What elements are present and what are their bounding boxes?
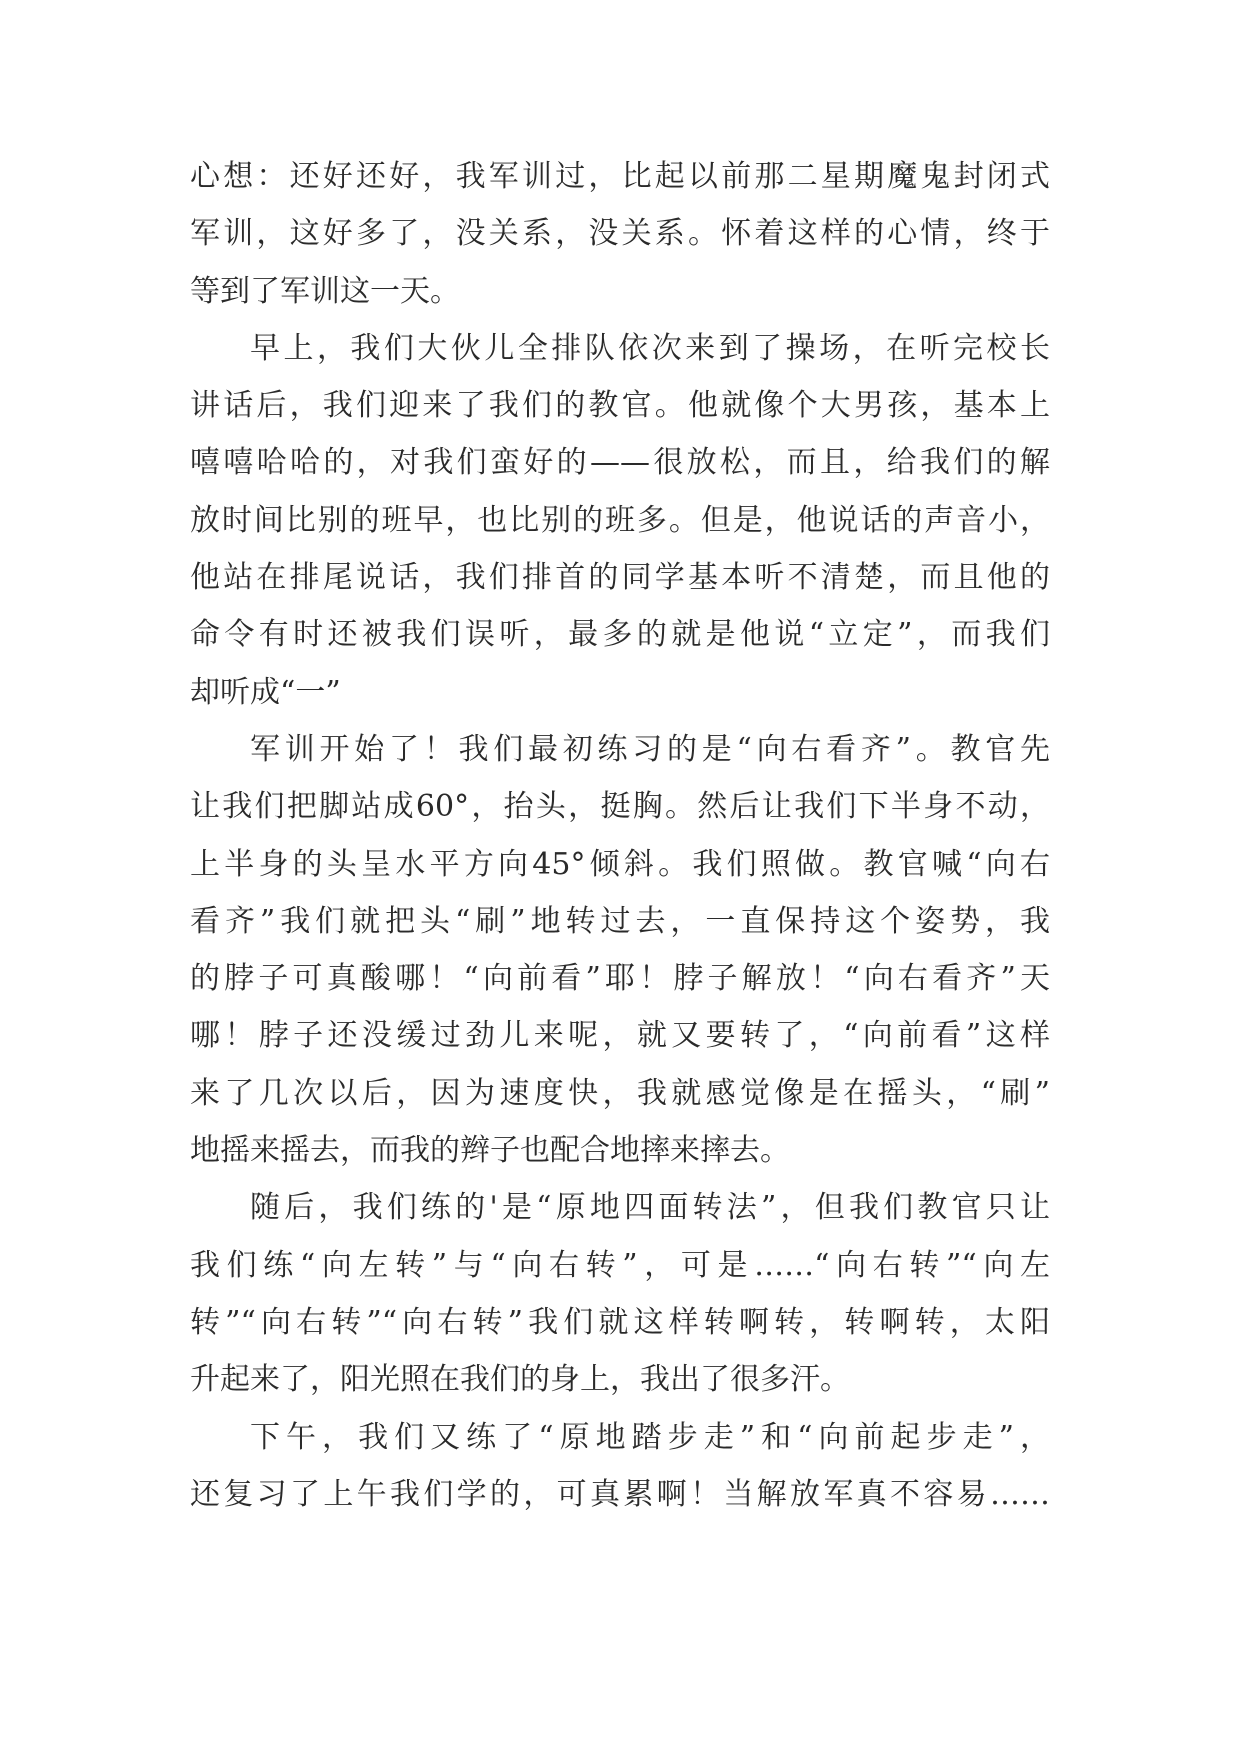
text-line: 他站在排尾说话，我们排首的同学基本听不清楚，而且他的 — [190, 560, 1050, 596]
text-line: 地摇来摇去，而我的辫子也配合地摔来摔去。 — [190, 1133, 790, 1169]
text-line: 命令有时还被我们误听，最多的就是他说“立定”，而我们 — [190, 617, 1050, 653]
text-line: 的脖子可真酸哪！“向前看”耶！脖子解放！“向右看齐”天 — [190, 961, 1050, 997]
text-line: 升起来了，阳光照在我们的身上，我出了很多汗。 — [190, 1362, 850, 1398]
text-line: 心想：还好还好，我军训过，比起以前那二星期魔鬼封闭式 — [190, 159, 1050, 194]
text-line: 嘻嘻哈哈的，对我们蛮好的——很放松，而且，给我们的解 — [190, 445, 1050, 481]
text-line: 来了几次以后，因为速度快，我就感觉像是在摇头，“刷” — [190, 1075, 1050, 1111]
document-body — [190, 148, 1050, 1523]
text-line: 还复习了上午我们学的，可真累啊！当解放军真不容易…… — [190, 1476, 1050, 1512]
paragraph-4 — [190, 1179, 1050, 1408]
text-line: 军训开始了！我们最初练习的是“向右看齐”。教官先 — [250, 731, 1050, 767]
text-line: 等到了军训这一天。 — [190, 273, 460, 309]
paragraph-5 — [190, 1409, 1050, 1524]
text-line: 我们练“向左转”与“向右转”，可是……“向右转”“向左 — [190, 1247, 1050, 1283]
text-line: 下午，我们又练了“原地踏步走”和“向前起步走”， — [250, 1419, 1050, 1455]
text-line: 随后，我们练的'是“原地四面转法”，但我们教官只让 — [250, 1190, 1050, 1226]
paragraph-3 — [190, 721, 1050, 1179]
paragraph-1 — [190, 148, 1050, 320]
text-line: 上半身的头呈水平方向45°倾斜。我们照做。教官喊“向右 — [190, 846, 1050, 882]
text-line: 看齐”我们就把头“刷”地转过去，一直保持这个姿势，我 — [190, 903, 1050, 939]
text-line: 早上，我们大伙儿全排队依次来到了操场，在听完校长 — [250, 330, 1050, 366]
text-line: 放时间比别的班早，也比别的班多。但是，他说话的声音小， — [190, 502, 1050, 538]
text-line: 哪！脖子还没缓过劲儿来呢，就又要转了，“向前看”这样 — [190, 1018, 1050, 1054]
text-line: 却听成“一” — [190, 674, 341, 710]
text-line: 军训，这好多了，没关系，没关系。怀着这样的心情，终于 — [190, 216, 1050, 252]
text-line: 让我们把脚站成60°，抬头，挺胸。然后让我们下半身不动， — [190, 789, 1050, 825]
text-line: 转”“向右转”“向右转”我们就这样转啊转，转啊转，太阳 — [190, 1304, 1050, 1340]
text-line: 讲话后，我们迎来了我们的教官。他就像个大男孩，基本上 — [190, 388, 1050, 424]
paragraph-2 — [190, 320, 1050, 721]
